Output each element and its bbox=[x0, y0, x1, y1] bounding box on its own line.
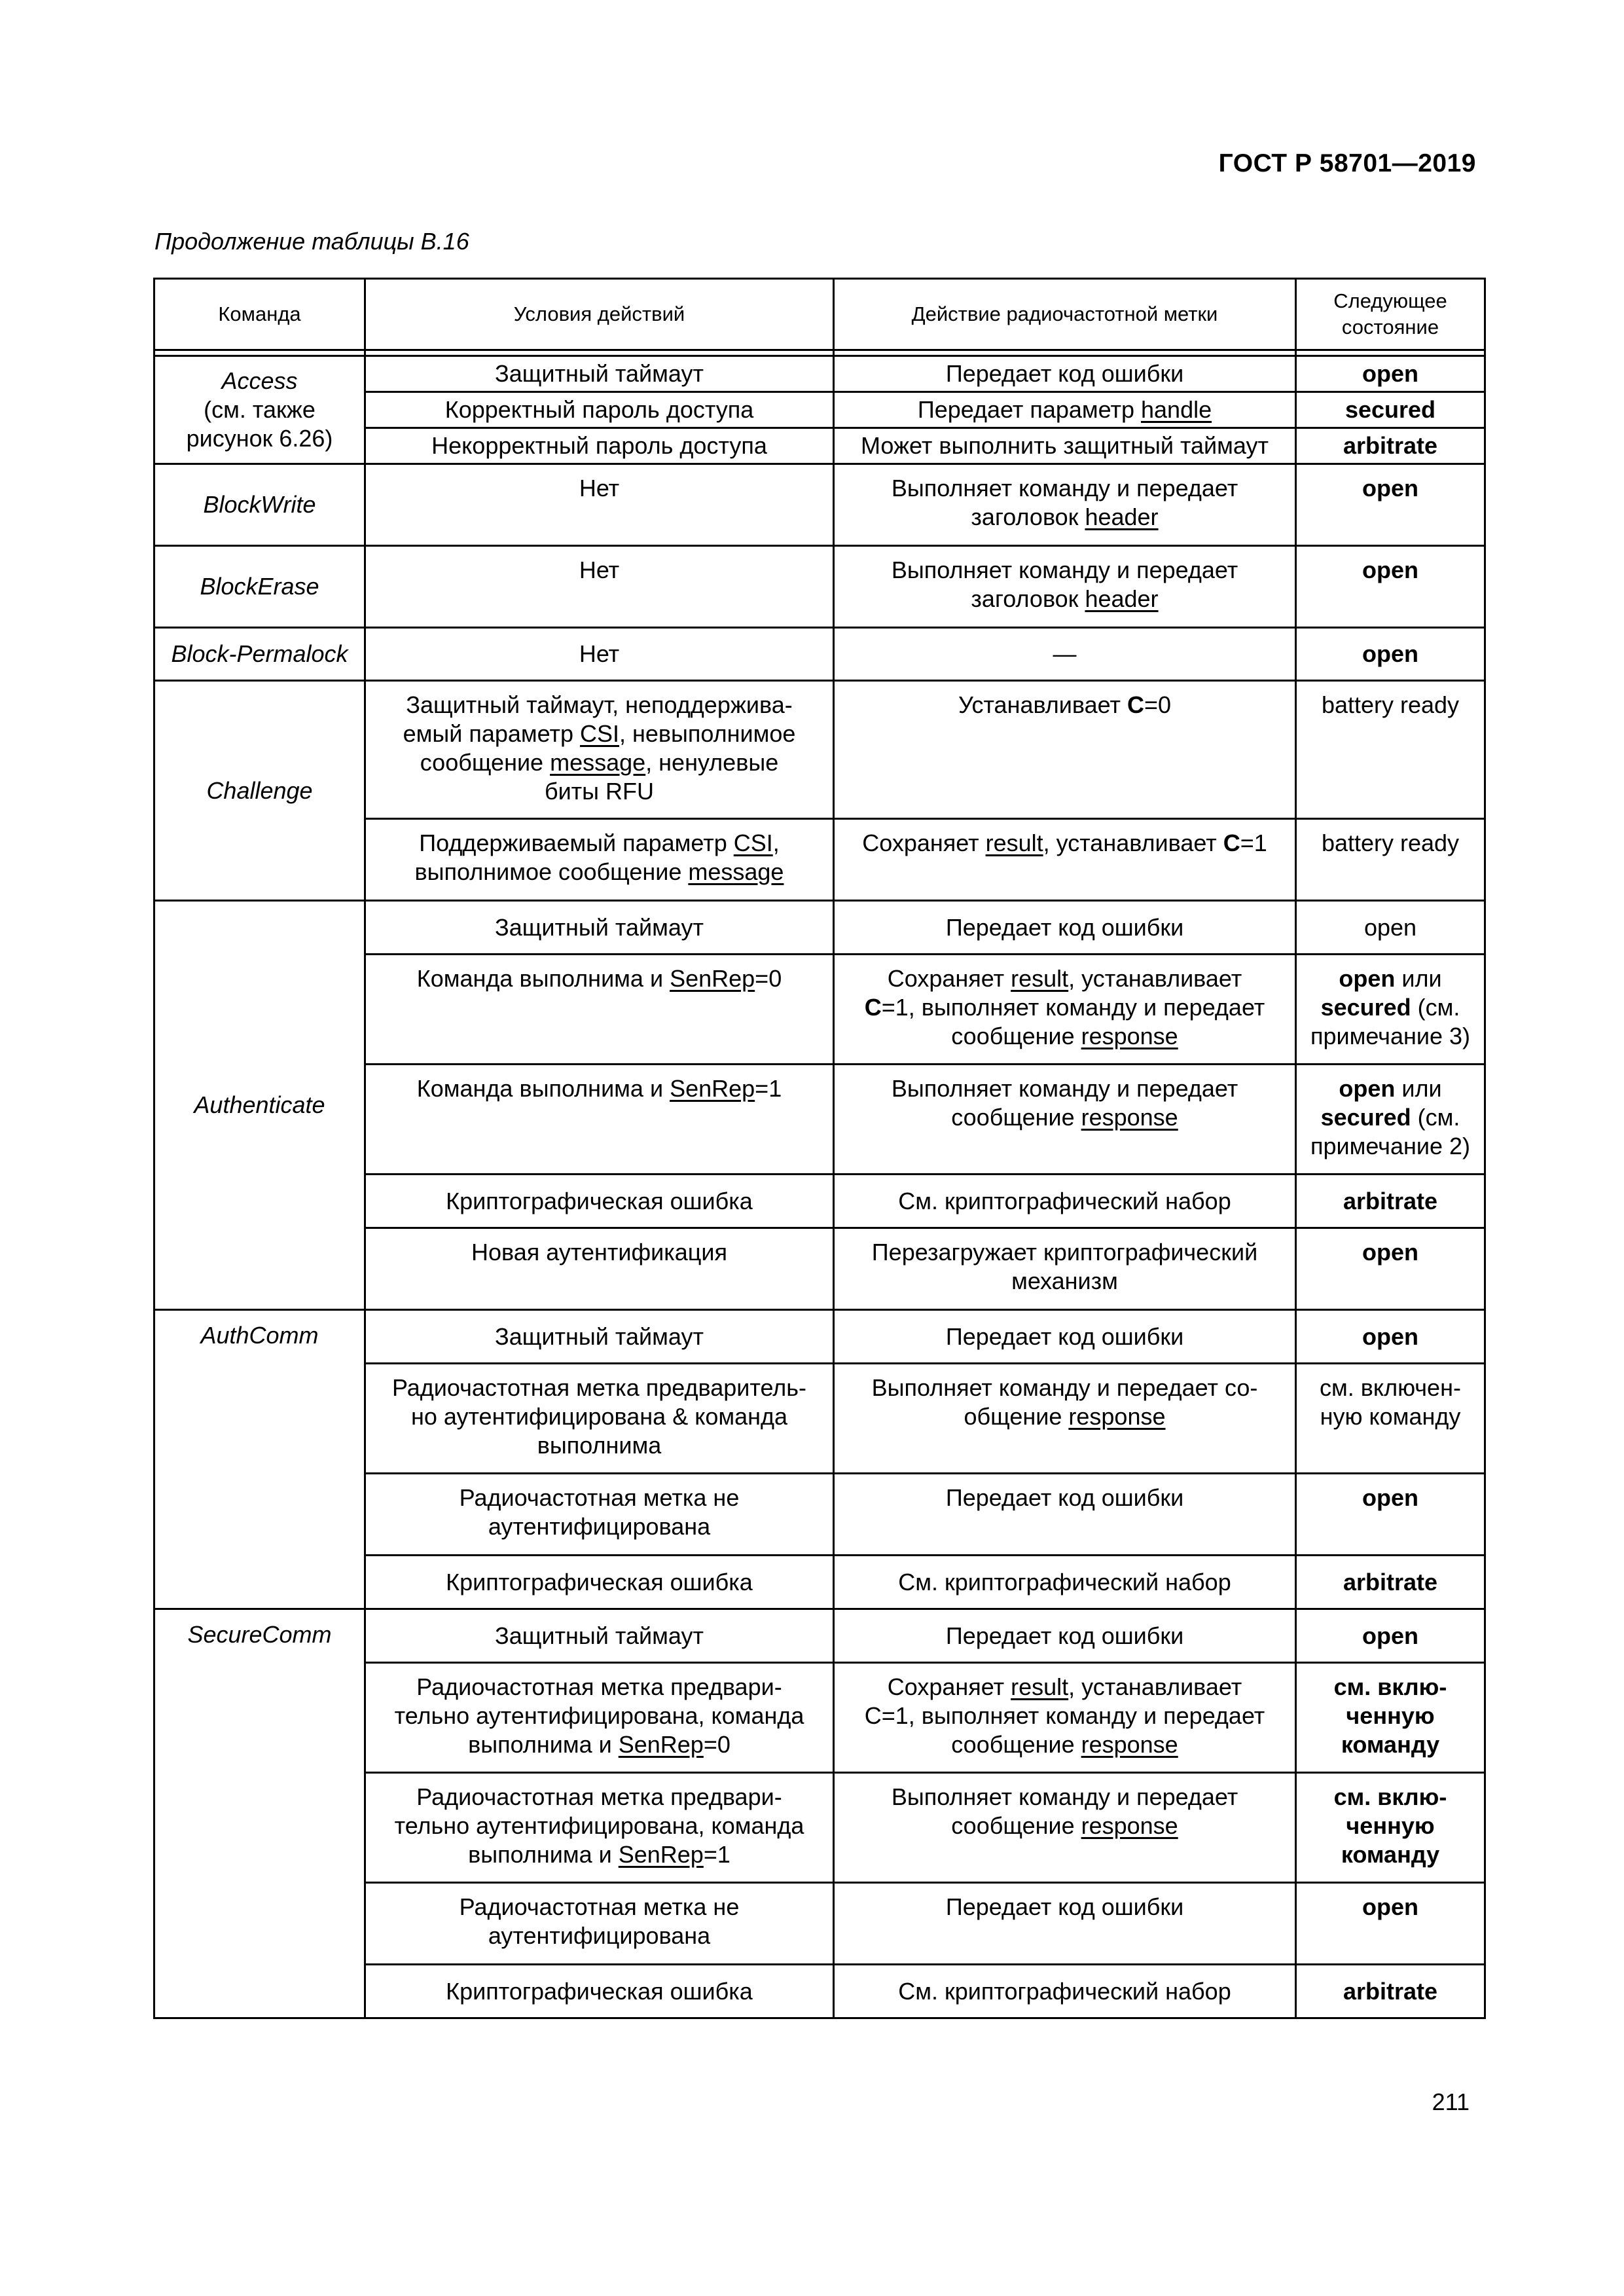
condition-cell: Некорректный пароль доступа bbox=[365, 428, 834, 464]
next-state-cell: arbitrate bbox=[1296, 428, 1485, 464]
action-cell: См. криптографический набор bbox=[834, 1965, 1296, 2018]
condition-cell: Нет bbox=[365, 628, 834, 681]
table-row bbox=[154, 1609, 1485, 1663]
command-cell: Access (см. также рисунок 6.26) bbox=[154, 356, 365, 464]
next-state-cell: arbitrate bbox=[1296, 1175, 1485, 1228]
action-cell: Выполняет команду и передает сообщение response bbox=[834, 1773, 1296, 1883]
next-state-cell: open или secured (см. примечание 3) bbox=[1296, 955, 1485, 1065]
action-cell: Передает код ошибки bbox=[834, 1474, 1296, 1556]
action-cell: Перезагружает криптографический механизм bbox=[834, 1228, 1296, 1310]
next-state-cell: см. вклю- ченную команду bbox=[1296, 1663, 1485, 1773]
table-row bbox=[154, 356, 1485, 392]
condition-cell: Корректный пароль доступа bbox=[365, 392, 834, 428]
command-cell: AuthComm bbox=[154, 1310, 365, 1609]
action-cell: Выполняет команду и передает заголовок header bbox=[834, 546, 1296, 628]
next-state-cell: open bbox=[1296, 1609, 1485, 1663]
command-cell: SecureComm bbox=[154, 1609, 365, 2018]
action-cell: Сохраняет result, устанавливает C=1 bbox=[834, 819, 1296, 901]
next-state-cell: open bbox=[1296, 1228, 1485, 1310]
action-cell: См. криптографический набор bbox=[834, 1175, 1296, 1228]
action-cell: Передает код ошибки bbox=[834, 901, 1296, 955]
next-state-cell: open bbox=[1296, 628, 1485, 681]
condition-cell: Радиочастотная метка не аутентифицирована bbox=[365, 1883, 834, 1965]
condition-cell: Защитный таймаут bbox=[365, 901, 834, 955]
state-transition-table bbox=[153, 278, 1486, 2019]
next-state-cell: см. вклю- ченную команду bbox=[1296, 1773, 1485, 1883]
condition-cell: Радиочастотная метка предвари- тельно аутентифицирована, команда выполнима и SenRep=0 bbox=[365, 1663, 834, 1773]
condition-cell: Нет bbox=[365, 464, 834, 546]
command-cell: Block-Permalock bbox=[154, 628, 365, 681]
header-command: Команда bbox=[154, 279, 365, 350]
table-caption: Продолжение таблицы В.16 bbox=[154, 228, 469, 255]
command-cell: BlockErase bbox=[154, 546, 365, 628]
next-state-cell: open или secured (см. примечание 2) bbox=[1296, 1065, 1485, 1175]
table-header-row bbox=[154, 279, 1485, 350]
next-state-cell: battery ready bbox=[1296, 819, 1485, 901]
next-state-cell: open bbox=[1296, 1310, 1485, 1364]
table-row bbox=[154, 546, 1485, 628]
next-state-cell: arbitrate bbox=[1296, 1556, 1485, 1609]
action-cell: Передает код ошибки bbox=[834, 356, 1296, 392]
condition-cell: Радиочастотная метка предваритель- но аутентифицирована & команда выполнима bbox=[365, 1364, 834, 1474]
command-cell: BlockWrite bbox=[154, 464, 365, 546]
action-cell: Выполняет команду и передает заголовок header bbox=[834, 464, 1296, 546]
action-cell: Сохраняет result, устанавливает C=1, выполняет команду и передает сообщение response bbox=[834, 955, 1296, 1065]
next-state-cell: open bbox=[1296, 1474, 1485, 1556]
next-state-cell: open bbox=[1296, 546, 1485, 628]
action-cell: Передает код ошибки bbox=[834, 1883, 1296, 1965]
condition-cell: Криптографическая ошибка bbox=[365, 1556, 834, 1609]
header-conditions: Условия действий bbox=[365, 279, 834, 350]
condition-cell: Защитный таймаут, неподдержива- емый параметр CSI, невыполнимое сообщение message, ненулевые биты RFU bbox=[365, 681, 834, 819]
action-cell: Может выполнить защитный таймаут bbox=[834, 428, 1296, 464]
condition-cell: Защитный таймаут bbox=[365, 356, 834, 392]
condition-cell: Защитный таймаут bbox=[365, 1310, 834, 1364]
action-cell: — bbox=[834, 628, 1296, 681]
next-state-cell: open bbox=[1296, 356, 1485, 392]
condition-cell: Поддерживаемый параметр CSI, выполнимое сообщение message bbox=[365, 819, 834, 901]
action-cell: Выполняет команду и передает сообщение response bbox=[834, 1065, 1296, 1175]
table-row bbox=[154, 1310, 1485, 1364]
table-row bbox=[154, 681, 1485, 819]
next-state-cell: см. включен- ную команду bbox=[1296, 1364, 1485, 1474]
next-state-cell: open bbox=[1296, 464, 1485, 546]
action-cell: Сохраняет result, устанавливает C=1, выполняет команду и передает сообщение response bbox=[834, 1663, 1296, 1773]
command-cell: Challenge bbox=[154, 681, 365, 901]
action-cell: См. криптографический набор bbox=[834, 1556, 1296, 1609]
table-row bbox=[154, 464, 1485, 546]
next-state-cell: battery ready bbox=[1296, 681, 1485, 819]
action-cell: Устанавливает C=0 bbox=[834, 681, 1296, 819]
condition-cell: Новая аутентификация bbox=[365, 1228, 834, 1310]
next-state-cell: arbitrate bbox=[1296, 1965, 1485, 2018]
action-cell: Передает код ошибки bbox=[834, 1609, 1296, 1663]
document-header: ГОСТ Р 58701—2019 bbox=[1218, 149, 1476, 177]
action-cell: Выполняет команду и передает со- общение response bbox=[834, 1364, 1296, 1474]
next-state-cell: secured bbox=[1296, 392, 1485, 428]
condition-cell: Защитный таймаут bbox=[365, 1609, 834, 1663]
header-action: Действие радиочастотной метки bbox=[834, 279, 1296, 350]
action-cell: Передает параметр handle bbox=[834, 392, 1296, 428]
condition-cell: Нет bbox=[365, 546, 834, 628]
table-row bbox=[154, 901, 1485, 955]
condition-cell: Криптографическая ошибка bbox=[365, 1175, 834, 1228]
table-row bbox=[154, 628, 1485, 681]
page-number: 211 bbox=[1432, 2088, 1470, 2115]
condition-cell: Криптографическая ошибка bbox=[365, 1965, 834, 2018]
condition-cell: Команда выполнима и SenRep=0 bbox=[365, 955, 834, 1065]
next-state-cell: open bbox=[1296, 901, 1485, 955]
condition-cell: Команда выполнима и SenRep=1 bbox=[365, 1065, 834, 1175]
header-next-state: Следующее состояние bbox=[1296, 279, 1485, 350]
action-cell: Передает код ошибки bbox=[834, 1310, 1296, 1364]
next-state-cell: open bbox=[1296, 1883, 1485, 1965]
condition-cell: Радиочастотная метка предвари- тельно аутентифицирована, команда выполнима и SenRep=1 bbox=[365, 1773, 834, 1883]
command-cell: Authenticate bbox=[154, 901, 365, 1310]
condition-cell: Радиочастотная метка не аутентифицирована bbox=[365, 1474, 834, 1556]
